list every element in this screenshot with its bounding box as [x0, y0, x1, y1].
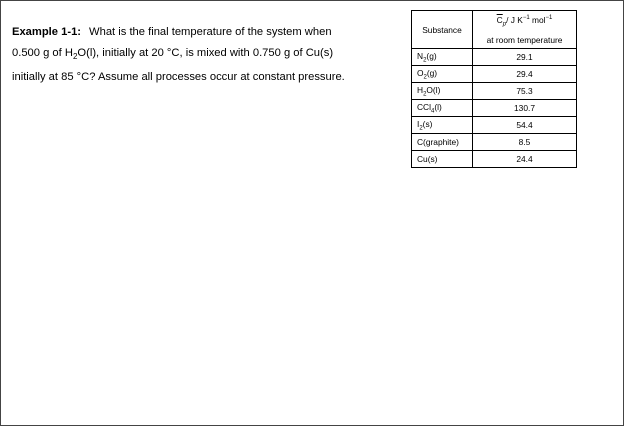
table-header-row [412, 11, 577, 49]
substance-phase: (g) [426, 67, 438, 78]
problem-text-1: What is the final temperature of the system when [89, 26, 332, 38]
substance-phase: (g) [426, 50, 437, 61]
cp-value-cell: 54.4 [473, 117, 577, 134]
substance-formula: H [417, 84, 424, 95]
substance-cell [412, 117, 473, 134]
problem-text-2a: 0.500 g of H [12, 47, 73, 59]
substance-formula: I [417, 118, 420, 129]
substance-subscript: 2 [423, 57, 427, 64]
cp-value-cell: 75.3 [473, 83, 577, 100]
problem-statement [12, 22, 392, 88]
cp-units-sup2: −1 [545, 15, 553, 22]
table-body [412, 49, 577, 168]
problem-line-3 [12, 67, 392, 88]
heat-capacity-table [411, 10, 577, 168]
substance-subscript: 2 [419, 125, 423, 132]
table-row [412, 117, 577, 134]
substance-cell [412, 134, 473, 151]
substance-formula: CCl [417, 101, 431, 112]
table-row [412, 66, 577, 83]
substance-cell [412, 83, 473, 100]
problem-text-2b: O(l), initially at 20 °C, is mixed with 0.750 g of Cu(s) [77, 47, 334, 59]
substance-cell [412, 151, 473, 168]
substance-phase: (l) [434, 101, 442, 112]
substance-subscript: 2 [423, 74, 427, 81]
substance-cell [412, 66, 473, 83]
cp-units-b: mol [529, 15, 546, 26]
table-row [412, 151, 577, 168]
table-row [412, 83, 577, 100]
example-label: Example 1-1: [12, 26, 82, 38]
cp-units-sup1: −1 [522, 15, 530, 22]
substance-subscript: 4 [430, 108, 435, 115]
substance-header: Substance [412, 11, 473, 49]
cp-subscript: p [502, 21, 507, 28]
substance-formula: C(graphite) [417, 137, 459, 147]
cp-value-cell: 29.4 [473, 66, 577, 83]
substance-cell [412, 100, 473, 117]
substance-formula: Cu(s) [417, 154, 438, 164]
cp-value-cell: 24.4 [473, 151, 577, 168]
problem-text-2-sub: 2 [72, 52, 78, 62]
cp-header-line-2: at room temperature [486, 34, 563, 45]
substance-cell [412, 49, 473, 66]
cp-header [473, 11, 577, 49]
substance-formula: O [417, 67, 424, 78]
substance-phase: O(l) [426, 84, 441, 95]
cp-units-a: / J K [506, 15, 523, 26]
substance-phase: (s) [422, 118, 433, 129]
table-row [412, 134, 577, 151]
cp-symbol: $\overline{C}$ [496, 15, 503, 26]
cp-header-line-1 [473, 11, 576, 32]
table-row [412, 100, 577, 117]
table-row [412, 49, 577, 66]
cp-value-cell: 8.5 [473, 134, 577, 151]
cp-value-cell: 29.1 [473, 49, 577, 66]
substance-formula: N [417, 50, 424, 61]
cp-value-cell: 130.7 [473, 100, 577, 117]
problem-line-2 [12, 43, 392, 67]
problem-line-1 [12, 22, 392, 43]
substance-subscript: 2 [423, 91, 427, 98]
problem-text-3: initially at 85 °C? Assume all processes occur at constant pressure. [12, 71, 345, 84]
